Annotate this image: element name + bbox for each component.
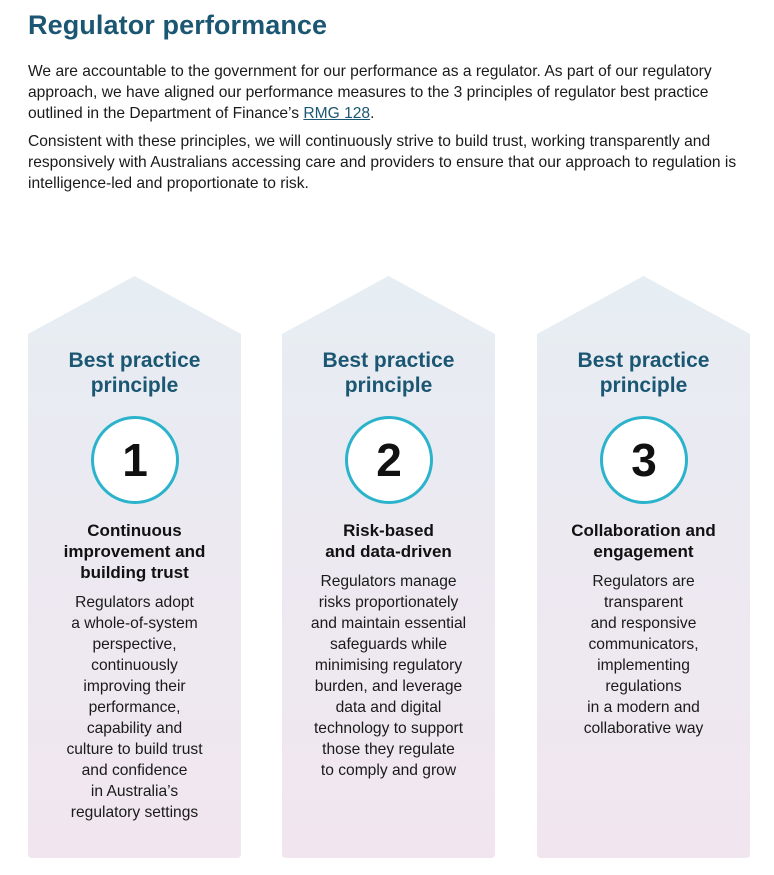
principle-description-line: collaborative way [583,720,704,737]
principle-title-line: and data-driven [325,542,452,561]
principle-description-line: and responsive [590,615,697,632]
page-title: Regulator performance [28,10,328,40]
principle-description-line: risks proportionately [318,594,459,611]
principle-description-line: data and digital [335,699,442,716]
principle-number-badge: 2 [345,416,433,504]
principle-description [292,571,485,781]
principle-description-line: transparent [604,594,683,611]
principle-description-line: continuously [91,657,178,674]
principle-heading [28,348,241,398]
principle-description-line: improving their [83,678,186,695]
principle-title [290,520,487,562]
principle-description-line: implementing [597,657,690,674]
principle-card-1 [28,276,241,858]
principle-description-line: Regulators are [592,573,695,590]
principle-description-line: culture to build trust [66,741,203,758]
principle-description-line: communicators, [588,636,699,653]
principle-title [36,520,233,583]
principle-heading-line: Best practice [577,349,710,372]
principle-heading-line: Best practice [68,349,201,372]
principle-title-line: Risk-based [343,521,434,540]
principle-description-line: regulations [605,678,682,695]
principle-number-badge: 3 [600,416,688,504]
principle-description-line: Regulators manage [320,573,457,590]
principle-description-line: minimising regulatory [314,657,463,674]
principle-description-line: to comply and grow [320,762,457,779]
principle-title-line: Collaboration and [571,521,716,540]
principle-heading-line: principle [90,374,179,397]
principle-description-line: perspective, [92,636,177,653]
intro-text: We are accountable to the government for our performance as a regulator. As part of our regulatory approach, we have aligned our performance measures to the 3 principles of regulator best practice outlined in the Department of Finance’s [28,63,712,122]
principle-title-line: building trust [80,563,189,582]
intro-text-end: . [370,105,375,122]
principle-description-line: those they regulate [322,741,455,758]
principle-card-2 [282,276,495,858]
principle-heading-line: principle [599,374,688,397]
rmg-128-link[interactable]: RMG 128 [303,105,371,122]
principle-description-line: safeguards while [329,636,448,653]
principle-number-badge: 1 [91,416,179,504]
principle-description-line: and maintain essential [310,615,467,632]
principle-title [545,520,742,562]
principle-title-line: Continuous [87,521,182,540]
principle-title-line: improvement and [63,542,206,561]
principle-description-line: in Australia’s [90,783,179,800]
principle-description [547,571,740,739]
principle-card-3 [537,276,750,858]
principle-description-line: in a modern and [587,699,700,716]
intro-paragraph-2: Consistent with these principles, we will continuously strive to build trust, working transparently and responsively with Australians accessing care and providers to ensure that our approach to regulation is intelligence-led and proportionate to risk. [28,133,737,192]
principle-description-line: regulatory settings [70,804,199,821]
intro-paragraph-1 [28,61,758,124]
principle-heading [537,348,750,398]
principle-description-line: capability and [86,720,183,737]
principle-description-line: Regulators adopt [75,594,194,611]
principle-description-line: technology to support [313,720,464,737]
principle-heading-line: Best practice [322,349,455,372]
principle-title-line: engagement [593,542,694,561]
principle-description [38,592,231,823]
principle-description-line: a whole-of-system [71,615,198,632]
principle-description-line: performance, [88,699,181,716]
principle-description-line: burden, and leverage [314,678,463,695]
principle-heading [282,348,495,398]
principle-description-line: and confidence [81,762,188,779]
principle-heading-line: principle [344,374,433,397]
